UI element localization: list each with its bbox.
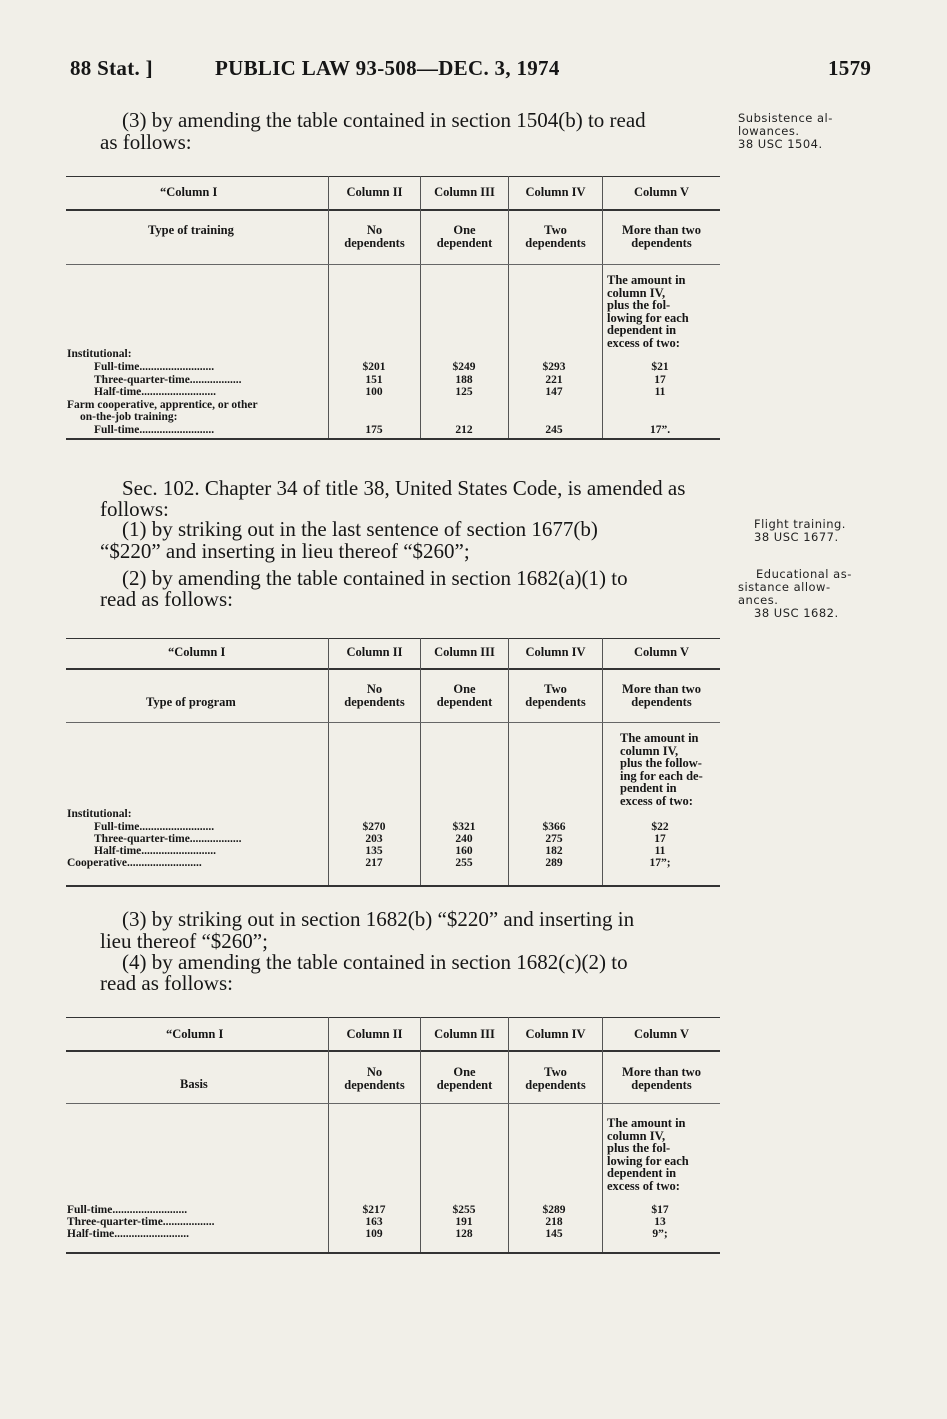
row-label: Full-time.......................... <box>94 424 215 436</box>
column-header: Column IV <box>525 645 586 659</box>
sec-102-line2: follows: <box>100 497 169 521</box>
table-cell: 218 <box>545 1216 563 1228</box>
item-4-line2: read as follows: <box>100 971 233 995</box>
sub-header: No dependents <box>344 223 405 250</box>
sub-header: One dependent <box>436 1065 493 1092</box>
table-cell: $17 <box>651 1204 669 1216</box>
table-cell: 221 <box>545 374 563 386</box>
item-2-line1: (2) by amending the table contained in section 1682(a)(1) to <box>122 566 628 590</box>
table-cell: 100 <box>365 386 383 398</box>
item-1-line1: (1) by striking out in the last sentence of section 1677(b) <box>122 517 598 541</box>
table-cell: $217 <box>362 1204 386 1216</box>
table-cell: 245 <box>545 424 563 436</box>
para-3-line2: as follows: <box>100 130 192 154</box>
column-header: “Column I <box>168 645 226 659</box>
table-cell: 163 <box>365 1216 383 1228</box>
row-label: Half-time.......................... <box>94 386 217 398</box>
row-label: Full-time.......................... <box>94 361 215 373</box>
table-cell: 175 <box>365 424 383 436</box>
column-v-note: The amount in column IV, plus the fol- lowing for each dependent in excess of two: <box>607 273 689 350</box>
table-cell: $293 <box>542 361 566 373</box>
table-cell: $321 <box>452 821 476 833</box>
statute-reference: 88 Stat. ] <box>70 56 153 80</box>
row-label: Three-quarter-time.................. <box>67 1216 215 1228</box>
table-cell: 11 <box>654 845 666 857</box>
column-header: “Column I <box>160 185 218 199</box>
margin-note-line: 38 USC 1677. <box>754 530 839 544</box>
sec-102-line1: Sec. 102. Chapter 34 of title 38, United States Code, is amended as <box>122 476 686 500</box>
sub-header: More than two dependents <box>622 223 701 250</box>
margin-note-educational <box>738 568 852 620</box>
margin-note-line: 38 USC 1682. <box>754 606 839 620</box>
column-header: Column III <box>434 1027 495 1041</box>
table-cell: 212 <box>455 424 473 436</box>
page-number: 1579 <box>828 56 872 80</box>
row-label: Three-quarter-time.................. <box>94 374 242 386</box>
table-cell: 135 <box>365 845 383 857</box>
column-v-note: The amount in column IV, plus the follow- ing for each de- pendent in excess of two: <box>620 731 703 808</box>
sub-header: Two dependents <box>525 223 586 250</box>
column-header: Column V <box>634 1027 689 1041</box>
margin-note-line: 38 USC 1504. <box>738 137 823 151</box>
row-label: Half-time.......................... <box>67 1228 190 1240</box>
margin-note-line: lowances. <box>738 124 800 138</box>
column-header: Column II <box>346 1027 403 1041</box>
row-label: Full-time.......................... <box>94 821 215 833</box>
margin-note-line: Educational as- <box>756 567 852 581</box>
column-header: “Column I <box>166 1027 224 1041</box>
table-cell: $21 <box>651 361 669 373</box>
table-cell: $289 <box>542 1204 566 1216</box>
table-cell: 11 <box>654 386 666 398</box>
table-cell: 17”. <box>649 424 671 436</box>
table-cell: 217 <box>365 857 383 869</box>
table-cell: 182 <box>545 845 563 857</box>
table-cell: 17 <box>654 833 666 845</box>
table-cell: 147 <box>545 386 563 398</box>
table-cell: $22 <box>651 821 669 833</box>
table-cell: 275 <box>545 833 563 845</box>
margin-note-subsistence <box>738 112 833 151</box>
column-header: Column III <box>434 185 495 199</box>
row-label: Full-time.......................... <box>67 1204 188 1216</box>
sub-header: No dependents <box>344 682 405 709</box>
row-header-title: Basis <box>180 1077 208 1091</box>
table-cell: 203 <box>365 833 383 845</box>
table-cell: $366 <box>542 821 566 833</box>
margin-note-line: Flight training. <box>754 517 846 531</box>
row-label: Half-time.......................... <box>94 845 217 857</box>
table-cell: 289 <box>545 857 563 869</box>
column-header: Column II <box>346 645 403 659</box>
table-cell: 17 <box>654 374 666 386</box>
page-title: PUBLIC LAW 93-508—DEC. 3, 1974 <box>215 56 560 80</box>
sub-header: No dependents <box>344 1065 405 1092</box>
row-label: Institutional: <box>67 808 132 820</box>
row-label: Farm cooperative, apprentice, or other <box>67 399 258 411</box>
table-cell: 13 <box>654 1216 666 1228</box>
table-cell: 240 <box>455 833 473 845</box>
table-cell: $270 <box>362 821 386 833</box>
item-3-line2: lieu thereof “$260”; <box>100 929 268 953</box>
row-header-title: Type of training <box>148 223 234 237</box>
sub-header: Two dependents <box>525 682 586 709</box>
item-4-line1: (4) by amending the table contained in section 1682(c)(2) to <box>122 950 628 974</box>
margin-note-line: Subsistence al- <box>738 111 833 125</box>
item-2-line2: read as follows: <box>100 587 233 611</box>
table-cell: $255 <box>452 1204 476 1216</box>
column-header: Column III <box>434 645 495 659</box>
row-label: Institutional: <box>67 348 132 360</box>
column-header: Column II <box>346 185 403 199</box>
table-cell: $249 <box>452 361 476 373</box>
column-header: Column IV <box>525 1027 586 1041</box>
column-header: Column IV <box>525 185 586 199</box>
item-3-line1: (3) by striking out in section 1682(b) “$220” and inserting in <box>122 907 635 931</box>
table-cell: 128 <box>455 1228 473 1240</box>
table-cell: 160 <box>455 845 473 857</box>
table-cell: 188 <box>455 374 473 386</box>
column-v-note: The amount in column IV, plus the fol- lowing for each dependent in excess of two: <box>607 1116 689 1193</box>
sub-header: One dependent <box>436 682 493 709</box>
table-cell: 125 <box>455 386 473 398</box>
row-label: Cooperative.......................... <box>67 857 202 869</box>
item-1-line2: “$220” and inserting in lieu thereof “$260”; <box>100 539 470 563</box>
table-cell: 109 <box>365 1228 383 1240</box>
column-header: Column V <box>634 645 689 659</box>
para-3-line1: (3) by amending the table contained in section 1504(b) to read <box>122 108 646 132</box>
table-cell: 151 <box>365 374 383 386</box>
table-cell: 145 <box>545 1228 563 1240</box>
table-cell: $201 <box>362 361 386 373</box>
table-cell: 17”; <box>649 857 671 869</box>
sub-header: Two dependents <box>525 1065 586 1092</box>
sub-header: One dependent <box>436 223 493 250</box>
margin-note-flight <box>754 518 846 544</box>
table-cell: 9”; <box>652 1228 668 1240</box>
sub-header: More than two dependents <box>622 682 701 709</box>
sub-header: More than two dependents <box>622 1065 701 1092</box>
row-label: on-the-job training: <box>80 411 178 423</box>
margin-note-line: ances. <box>738 593 779 607</box>
margin-note-line: sistance allow- <box>738 580 831 594</box>
row-header-title: Type of program <box>146 695 236 709</box>
table-cell: 255 <box>455 857 473 869</box>
column-header: Column V <box>634 185 689 199</box>
row-label: Three-quarter-time.................. <box>94 833 242 845</box>
table-cell: 191 <box>455 1216 473 1228</box>
